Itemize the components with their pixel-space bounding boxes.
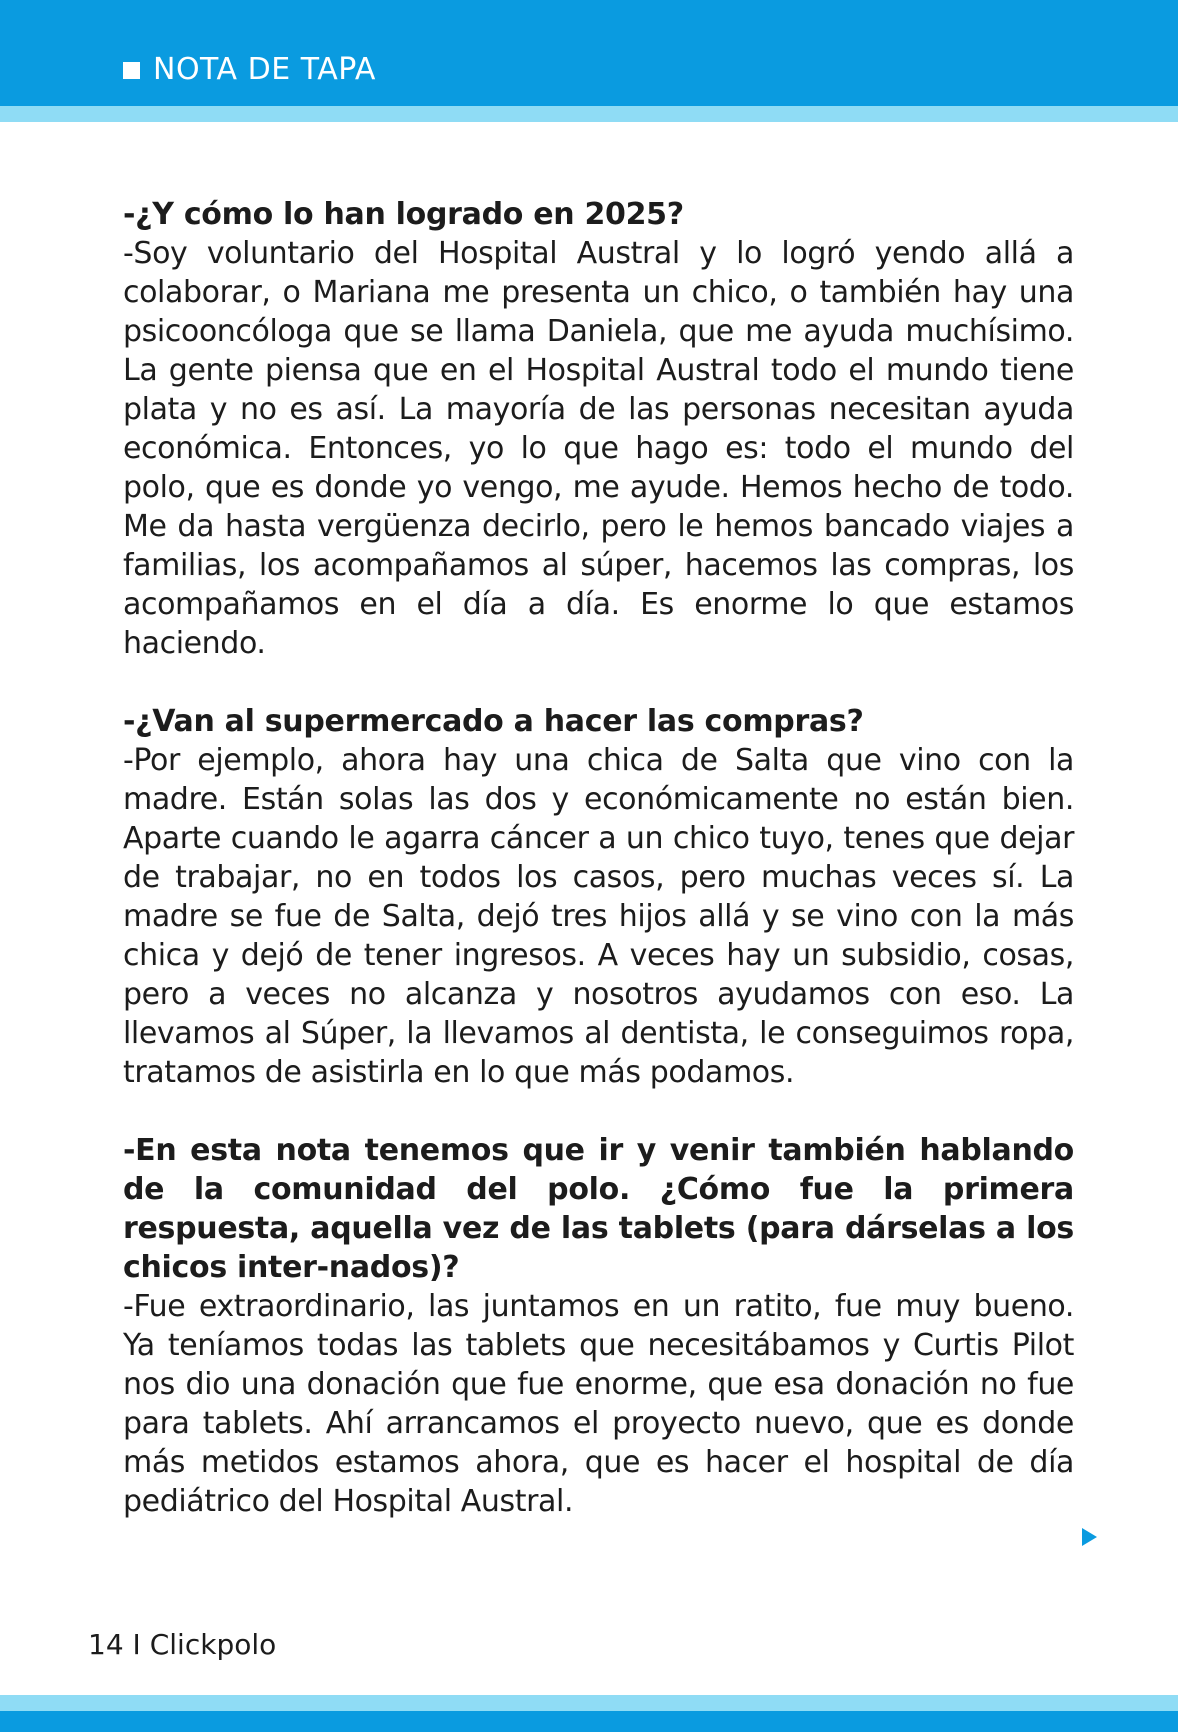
- interview-question: -¿Van al supermercado a hacer las compras?: [123, 704, 864, 739]
- interview-question: -¿Y cómo lo han logrado en 2025?: [123, 197, 684, 232]
- interview-question: -En esta nota tenemos que ir y venir también hablando de la comunidad del polo. ¿Cómo fue la primera respuesta, aquella vez de las tablets (para dárselas a los chicos inter-nados)?: [123, 1133, 1074, 1285]
- section-label: NOTA DE TAPA: [153, 52, 376, 87]
- article-body: [123, 195, 1074, 1560]
- square-icon: [123, 62, 140, 79]
- publication-name: Clickpolo: [149, 1628, 277, 1661]
- interview-answer: -Fue extraordinario, las juntamos en un ratito, fue muy bueno. Ya teníamos todas las tablets que necesitábamos y Curtis Pilot nos dio una donación que fue enorme, que esa donación no fue para tablets. Ahí arrancamos el proyecto nuevo, que es donde más metidos estamos ahora, que es hacer el hospital de día pediátrico del Hospital Austral.: [123, 1289, 1074, 1519]
- qa-block: [123, 1131, 1074, 1521]
- qa-block: [123, 702, 1074, 1092]
- footer-bar: [0, 1711, 1178, 1732]
- page-number: 14: [88, 1628, 124, 1661]
- page-footer: [88, 1628, 276, 1662]
- interview-answer: -Por ejemplo, ahora hay una chica de Salta que vino con la madre. Están solas las dos y económicamente no están bien. Aparte cuando le agarra cáncer a un chico tuyo, tenes que dejar de trabajar, no en todos los casos, pero muchas veces sí. La madre se fue de Salta, dejó tres hijos allá y se vino con la más chica y dejó de tener ingresos. A veces hay un subsidio, cosas, pero a veces no alcanza y nosotros ayudamos con eso. La llevamos al Súper, la llevamos al dentista, le conseguimos ropa, tratamos de asistirla en lo que más podamos.: [123, 743, 1074, 1090]
- triangle-right-icon: [1082, 1528, 1097, 1546]
- footer-stripe: [0, 1695, 1178, 1711]
- header-stripe: [0, 106, 1178, 122]
- qa-block: [123, 195, 1074, 663]
- footer-separator: I: [132, 1628, 141, 1661]
- interview-answer: -Soy voluntario del Hospital Austral y lo logró yendo allá a colaborar, o Mariana me presenta un chico, o también hay una psicooncóloga que se llama Daniela, que me ayuda muchísimo. La gente piensa que en el Hospital Austral todo el mundo tiene plata y no es así. La mayoría de las personas necesitan ayuda económica. Entonces, yo lo que hago es: todo el mundo del polo, que es donde yo vengo, me ayude. Hemos hecho de todo. Me da hasta vergüenza decirlo, pero le hemos bancado viajes a familias, los acompañamos al súper, hacemos las compras, los acompañamos en el día a día. Es enorme lo que estamos haciendo.: [123, 236, 1074, 661]
